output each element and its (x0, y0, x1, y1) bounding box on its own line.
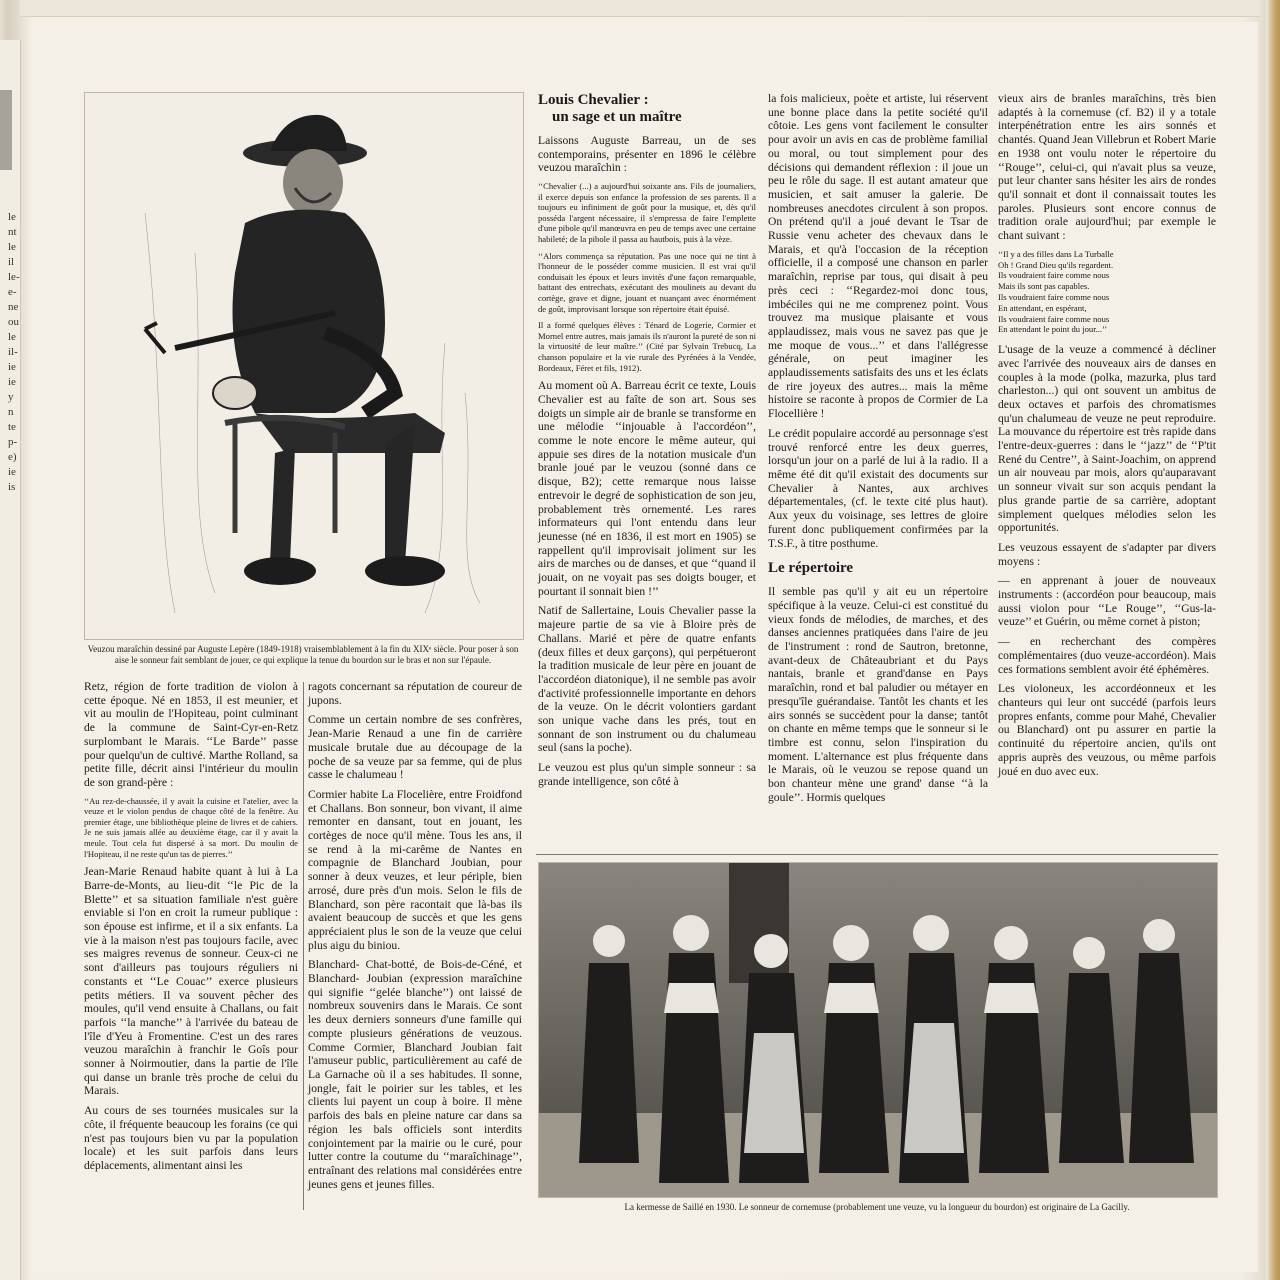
col5-paragraph-2: L'usage de la veuze a commencé à décliner avec l'arrivée des nouveaux airs de danses en couples à la mode (polka, mazurka, plus tard charleston...) qui ont souvent un ambitus de deux octaves et parfois des chromatismes qu'un chalumeau de veuze ne peut reproduire. La mouvance du répertoire est très rapide dans l'entre-deux-guerres : dans le ‘‘jazz’’ de ‘‘P'tit René du Centre’’, à Saint-Joachim, on apprend un air nouveau par mois, alors qu'auparavant un sonneur vivait sur son acquis pendant la plus grande partie de sa carrière, adoptant simplement quelques mélodies selon les opportunités. (998, 343, 1216, 535)
top-edge (20, 0, 1260, 17)
col1-quote: ‘‘Au rez-de-chaussée, il y avait la cuisine et l'atelier, avec la veuze et le violon pendus de chaque côté de la fenêtre. Au premier étage, une bibliothèque pleine de livres et de cahiers. Je ne suis jamais allée au deuxième étage, car il y avait la meule. Tout cela fut dispersé à sa mort. Du moulin de l'Hopiteau, il ne reste qu'un tas de pierres.’’ (84, 795, 298, 859)
col1-paragraph-1: Retz, région de forte tradition de violon à cette époque. Né en 1853, il est meunier, et vit au moulin de l'Hopiteau, point culminant de la commune de Saint-Cyr-en-Retz surplombant le Marais. ‘‘Le Barde’’ passe pour quelqu'un de cultivé. Marthe Rolland, sa petite fille, décrit ainsi l'intérieur du moulin de son grand-père : (84, 680, 298, 789)
col5-paragraph-4: Les violoneux, les accordéonneux et les chanteurs qui leur ont succédé (parfois leurs propres enfants, comme pour Mahé, Chevalier ou Blanchard) ont pu assurer en partie la continuité du répertoire ancien, qu'ils ont appris auprès des veuzous, ou même parfois joué en duo avec eux. (998, 682, 1216, 778)
section-heading-repertoire: Le répertoire (768, 560, 854, 577)
left-page-fragment: e) (8, 451, 17, 463)
column-1 (84, 680, 298, 1179)
left-page-fragment: il (8, 256, 15, 268)
left-page-fragment: le (8, 331, 16, 343)
figure-kermesse-caption: La kermesse de Saillé en 1930. Le sonneur de cornemuse (probablement une veuze, vu la longueur du bourdon) est originaire de La Gacilly. (624, 1202, 1130, 1212)
song-verse: ‘‘Il y a des filles dans La Turballe Oh ! Grand Dieu qu'ils regardent. Ils voudraient faire comme nous Mais ils sont pas capables. Ils voudraient faire comme nous En attendant, en espérant, Ils voudraient faire comme nous En attendant le point du jour...’’ (998, 248, 1114, 335)
left-page-fragment: ie (8, 361, 16, 373)
left-page-fragment: e- (8, 286, 17, 298)
left-page-fragment: y (8, 391, 14, 403)
col5-paragraph-3: Les veuzous essayent de s'adapter par divers moyens : (998, 540, 1216, 568)
left-page-fragment: n (8, 406, 14, 418)
left-page-strip (0, 40, 21, 1280)
left-page-fragment: ie (8, 466, 16, 478)
left-page-fragment: p- (8, 436, 18, 448)
col2-paragraph-4: Blanchard- Chat-botté, de Bois-de-Céné, et Blanchard- Joubian (expression maraîchine qui signifie ‘‘gelée blanche’’) ont laissé de nombreux souvenirs dans le Marais. Ce sont les deux derniers sonneurs d'une famille qui compte plusieurs générations de veuzous. Comme Cormier, Blanchard Joubian fait l'amuseur public, particulièrement au café de La Garnache où il a ses habitudes. Il sonne, jongle, fait le poirier sur les tables, et les clients lui payent un coup à boire. Il mène parfois des bals en pleine nature car dans sa région les bals officiels sont interdits conjointement par la mairie ou le curé, pour lutter contre la coutume du ‘‘maraîchinage’’, entraînant des relations mal considérées entre jeunes gens et jeunes filles. (308, 958, 522, 1191)
right-edge (1266, 0, 1280, 1280)
col2-paragraph-3: Cormier habite La Flocelière, entre Froidfond et Challans. Bon sonneur, bon vivant, il aime remonter en dansant, tout en jouant, les cortèges de noce qu'il mène. Tous les ans, il se rend à la mi-carême de Nantes en compagnie de Blanchard Joubian, pour sonner à deux veuzes, et leur périple, bien arrosé, dure près d'un mois. Selon le fils de Blanchard, son père racontait que là-bas ils avaient beaucoup de succès et que les gens appréciaient plus le son de la veuze que celui plus aigu du biniou. (308, 787, 522, 952)
col2-paragraph-1: ragots concernant sa réputation de coureur de jupons. (308, 680, 522, 707)
column-rule (303, 682, 304, 1210)
left-page-fragment: il- (8, 346, 18, 358)
left-page-fragment: ie (8, 376, 16, 388)
col4-paragraph-2: Le crédit populaire accordé au personnage s'est trouvé renforcé entre les deux guerres, lorsqu'un jour on a parlé de lui à la radio. Il a même été dit qu'il existait des documents sur Chevalier à Nantes, aux archives départementales, (cf. le texte cité plus haut). Aux yeux du voisinage, ses lettres de gloire furent donc publiquement confirmées par la T.S.F., à titre posthume. (768, 426, 988, 550)
left-page-fragment: le (8, 241, 16, 253)
photo-top-rule (536, 854, 1218, 855)
col3-quote-2: ‘‘Alors commença sa réputation. Pas une noce qui ne tint à l'honneur de le posséder comme musicien. Il est vrai qu'il conduisait les époux et leurs invités d'une façon remarquable, battant des entrechats, exécutant des moulinets au devant du cortège, grave et digne, jouant et nuançant avec énormément de goût, improvisant lorsque son répertoire était épuisé. (538, 250, 756, 314)
left-page-fragment: ne (8, 301, 19, 313)
col4-paragraph-1: la fois malicieux, poète et artiste, lui réservent une bonne place dans la petite société qu'il côtoie. Les gens vont facilement le consulter pour avoir un avis en cas de problème familial ou moral, ou tout simplement pour des décisions qui demandent réflexion : il joue un peu le rôle du sage. Il est autant amateur que musicien, et sait amuser la galerie. De nombreuses anecdotes circulent à son propos. On prétend qu'il a joué devant le Tsar de Russie venu acheter des chevaux dans le Marais, et qu'à l'occasion de la réception officielle, il a composé une chanson en parler maraîchin, reprise par tous, qui disait à peu près ceci : ‘‘Regardez-moi donc tous, imbéciles qui ne me comprenez point. Vous trouvez ma musique plaisante et vous applaudissez, mais vous ne savez pas que je me moque de vous...’’ et dans l'allégresse générale, on peut imaginer les applaudissements satisfaits des uns et les éclats de rire joyeux des autres... mais la même histoire se raconte à propos de Cormier de La Flocellière ! (768, 92, 988, 421)
left-page-fragment: nt (8, 226, 17, 238)
column-3 (538, 92, 756, 795)
left-page-fragment: ou (8, 316, 19, 328)
col3-quote-1: ‘‘Chevalier (...) a aujourd'hui soixante ans. Fils de journaliers, il exerce depuis son enfance la profession de ses parents. Il a toujours eu infiniment de goût pour la musique, et, dès qu'il posséda l'argent nécessaire, il s'empressa de faire l'emplette d'une pibole qu'il manœuvra en peu de temps avec une certaine habileté; de la pibole il passa au hautbois, puis à la vèze. (538, 181, 756, 245)
left-page-fragment: te (8, 421, 16, 433)
kermesse-photo (539, 863, 1217, 1197)
col3-paragraph-2: Au moment où A. Barreau écrit ce texte, Louis Chevalier est au faîte de son art. Sous ses doigts un simple air de branle se transforme en une mélodie ‘‘injouable à l'accordéon’’, comme le note encore le même auteur, qui appuie ses dires de la notation musicale d'un branle joué par le veuzou (sonné dans ce disque, B2); cette remarque nous laisse entrevoir le degré de sophistication de son jeu, probablement très ornementé. Les rares informateurs qui l'ont entendu dans leur jeunesse (né en 1836, il est mort en 1905) se rappellent qu'il improvisait joliment sur les airs de marches ou de danses, et que ‘‘quand il jouait, on ne voyait pas ses doigts bouger, et pourtant il sonnait bien !’’ (538, 379, 756, 598)
col3-paragraph-3: Natif de Sallertaine, Louis Chevalier passe la majeure partie de sa vie à Bloire près de Challans. Marié et père de quatre enfants (deux filles et deux garçons), qui perpétueront la tradition musicale de leur père en jouant de l'accordéon diatonique), il ne semble pas avoir d'activité professionnelle importante en dehors de la veuze. On le décrit volontiers gardant son unique vache dans les prés, tout en sonnant de son instrument ou du chalumeau seul (sans la poche). (538, 604, 756, 755)
col5-paragraph-1: vieux airs de branles maraîchins, très bien adaptés à la cornemuse (cf. B2) il y a totale interpénétration entre les airs sonnés et chantés. Quand Jean Villebrun et Robert Marie en 1938 ont voulu noter le répertoire du ‘‘Rouge’’, celui-ci, qui n'avait plus sa veuze, put leur chanter sans hésiter les airs de rondes qu'il sonnait et dont il connaissait toutes les paroles. Plusieurs sont encore connus de tradition orale aujourd'hui; par exemple le chant suivant : (998, 92, 1216, 243)
col3-quote-3: Il a formé quelques élèves : Ténard de Logerie, Cormier et Mornel entre autres, mais jamais ils n'auront la pureté de son ni la virtuosité de leur maître.’’ (Cité par Sylvain Trebucq, La chanson populaire et la vie rurale des Pyrénées à la Vendée, Bordeaux, Féret et fils, 1912). (538, 320, 756, 373)
col4-paragraph-3: Il semble pas qu'il y ait eu un répertoire spécifique à la veuze. Celui-ci est constitué du vieux fonds de mélodies, de marches, et des danses anciennes pratiquées dans l'aire de jeu de l'instrument : rond de Sautron, bretonne, avant-deux de Châteaubriant et du Pays nantais, branle et grand'danse en Pays maraîchin, rond et bal paludier ou métayer en presqu'île guérandaise. Tantôt les chants et les airs sonnés se succèdent pour la danse; tantôt on chante en même temps que le sonneur si le timbre est connu, selon l'inspiration du moment. L'alternance est plus fréquente dans le Marais, où le veuzou se repose quand un bon chanteur mène une grand' danse ‘‘à la goule’’. Hormis quelques (768, 585, 988, 804)
col3-paragraph-1: Laissons Auguste Barreau, un de ses contemporains, présenter en 1896 le célèbre veuzou maraîchin : (538, 134, 756, 175)
column-4 (768, 92, 988, 810)
col1-paragraph-2: Jean-Marie Renaud habite quant à lui à La Barre-de-Monts, au lieu-dit ‘‘le Pic de la Blette’’ et sa situation familiale n'est guère enviable si l'on en croit la rumeur publique : son épouse est infirme, et il a six enfants. La vie à la maison n'est pas toujours facile, avec ses maigres revenus de sonneur. Ceux-ci ne sont d'ailleurs pas toujours réguliers ni constants et ‘‘Le Couac’’ exerce plusieurs petits métiers. Il va souvent pêcher des moules, qu'il vend ensuite à Challans, ou fait parfois ‘‘la manche’’ à l'arrivée du bateau de l'île d'Yeu à Fromentine. C'est un des rares veuzou maraîchin à franchir le Goîs pour sonner à Noirmoutier, dans la partie de l'île qui danse un branle très proche de celui du Marais. (84, 865, 298, 1098)
article-title (538, 92, 756, 126)
article-title-line-2: un sage et un maître (552, 109, 682, 125)
figure-bagpiper-caption: Veuzou maraîchin dessiné par Auguste Lepère (1849-1918) vraisemblablement à la fin du XIXᵉ siècle. Pour poser à son aise le sonneur fait semblant de jouer, ce qui explique la tenue du bourdon sur le bras et non sur l'épaule. (87, 644, 519, 665)
col3-paragraph-4: Le veuzou est plus qu'un simple sonneur : sa grande intelligence, son côté à (538, 761, 756, 788)
article-title-line-1: Louis Chevalier : (538, 92, 649, 108)
col5-list-item-2: — en recherchant des compères complémentaires (duo veuze-accordéon). Mais ces formations semblent avoir été éphémères. (998, 635, 1216, 676)
left-page-fragment: is (8, 481, 16, 493)
gray-block (0, 90, 12, 170)
column-5 (998, 92, 1216, 784)
col1-paragraph-3: Au cours de ses tournées musicales sur la côte, il fréquente beaucoup les forains (ce qui n'est pas toujours bien vu par la population locale) et les suit parfois dans leurs déplacements, alimentant ainsi les (84, 1104, 298, 1172)
col2-paragraph-2: Comme un certain nombre de ses confrères, Jean-Marie Renaud a une fin de carrière musicale brutale due au découpage de la poche de sa veuze par sa femme, qui de plus casse le chalumeau ! (308, 713, 522, 782)
column-2 (308, 680, 522, 1197)
left-page-fragment: le (8, 211, 16, 223)
left-page-fragment: le- (8, 271, 20, 283)
figure-bagpiper-drawing (84, 92, 524, 640)
col5-list-item-1: — en apprenant à jouer de nouveaux instruments : (accordéon pour beaucoup, mais aussi violon pour ‘‘Le Rouge’’, ‘‘Gus-la-veuze’’ et Guérin, ou même cornet à piston; (998, 574, 1216, 629)
bagpiper-sketch (85, 93, 523, 639)
page (32, 22, 1258, 1272)
figure-kermesse-photo (538, 862, 1218, 1198)
